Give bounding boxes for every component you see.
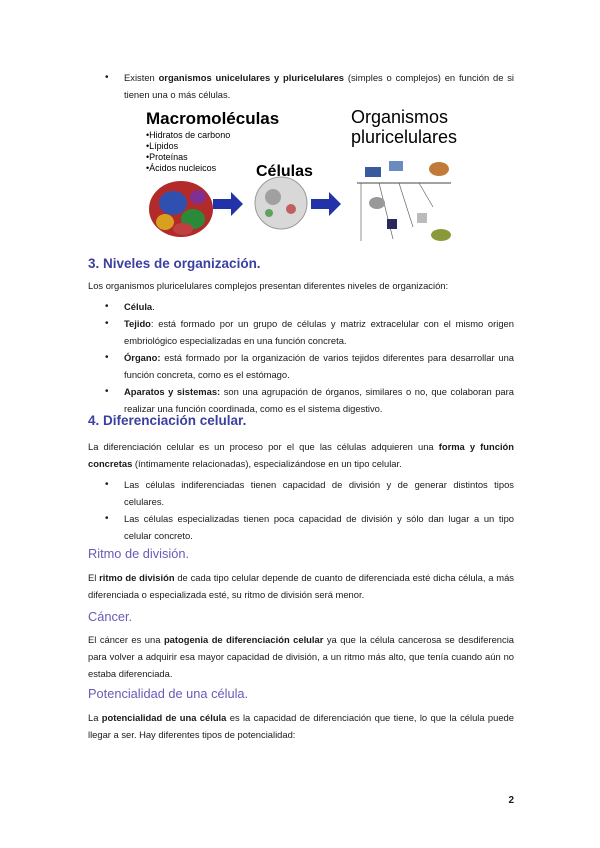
figure-left-title: Macromoléculas: [146, 109, 280, 128]
figure-center-title: Células: [256, 163, 313, 180]
list-item: • Célula.: [88, 298, 514, 315]
list-item: • Existen organismos unicelulares y pluricelulares (simples o complejos) en función de si tienen una o más células.: [88, 69, 514, 103]
bold-term: organismos unicelulares y pluricelulares: [158, 72, 345, 83]
list-item: • Las células indiferenciadas tienen capacidad de división y de generar distintos tipos celulares.: [88, 476, 514, 510]
list-item: • Órgano: está formado por la organización de varios tejidos diferentes para desarrollar una función concreta, como es el estómago.: [88, 349, 514, 383]
section-4-heading: 4. Diferenciación celular.: [88, 413, 247, 428]
section-3-intro: Los organismos pluricelulares complejos presentan diferentes niveles de organización:: [88, 280, 449, 291]
figure-left-list: •Hidratos de carbono •Lípidos •Proteínas •Ácidos nucleicos: [146, 130, 231, 173]
page-number: 2: [508, 795, 514, 806]
potencialidad-heading: Potencialidad de una célula.: [88, 686, 249, 701]
ritmo-paragraph: El ritmo de división de cada tipo celular depende de cuanto de diferenciada esté dicha célula, a más diferenciada o especializada esté, su ritmo de división será menor.: [88, 572, 514, 600]
differentiation-list: [88, 476, 514, 544]
figure-right-title: Organismos pluricelulares: [351, 107, 457, 147]
intro-bullet-list: [88, 69, 514, 103]
potencialidad-paragraph: La potencialidad de una célula es la capacidad de diferenciación que tiene, lo que la célula puede llegar a ser. Hay diferentes tipos de potencialidad:: [88, 712, 514, 740]
ritmo-heading: Ritmo de división.: [88, 546, 189, 561]
arrow-right-icon: [213, 192, 243, 216]
list-item: • Las células especializadas tienen poca capacidad de división y sólo dan lugar a un tipo celular concreto.: [88, 510, 514, 544]
macromolecules-figure: [143, 107, 457, 247]
organization-levels-list: [88, 298, 514, 417]
section-3-heading: 3. Niveles de organización.: [88, 256, 261, 271]
arrow-right-icon: [311, 192, 341, 216]
cancer-heading: Cáncer.: [88, 609, 133, 624]
list-item: • Tejido: está formado por un grupo de células y matriz extracelular con el mismo origen embriológico especializadas en una función concreta.: [88, 315, 514, 349]
cancer-paragraph: El cáncer es una patogenia de diferenciación celular ya que la célula cancerosa se desdiferencia para volver a adquirir esa mayor capacidad de división, a un ritmo más alto, que tenía cuando aún no estaba diferenciada.: [88, 634, 514, 679]
section-4-intro: La diferenciación celular es un proceso por el que las células adquieren una forma y función concretas (íntimamente relacionadas), especializándose en un tipo celular.: [88, 441, 515, 469]
list-item: • Aparatos y sistemas: son una agrupación de órganos, similares o no, que colaboran para realizar una función coordinada, como es el sistema digestivo.: [88, 383, 514, 417]
protein-molecule-image: [149, 181, 213, 237]
cell-sphere-image: [255, 177, 307, 229]
organisms-diagram-image: [357, 161, 451, 241]
